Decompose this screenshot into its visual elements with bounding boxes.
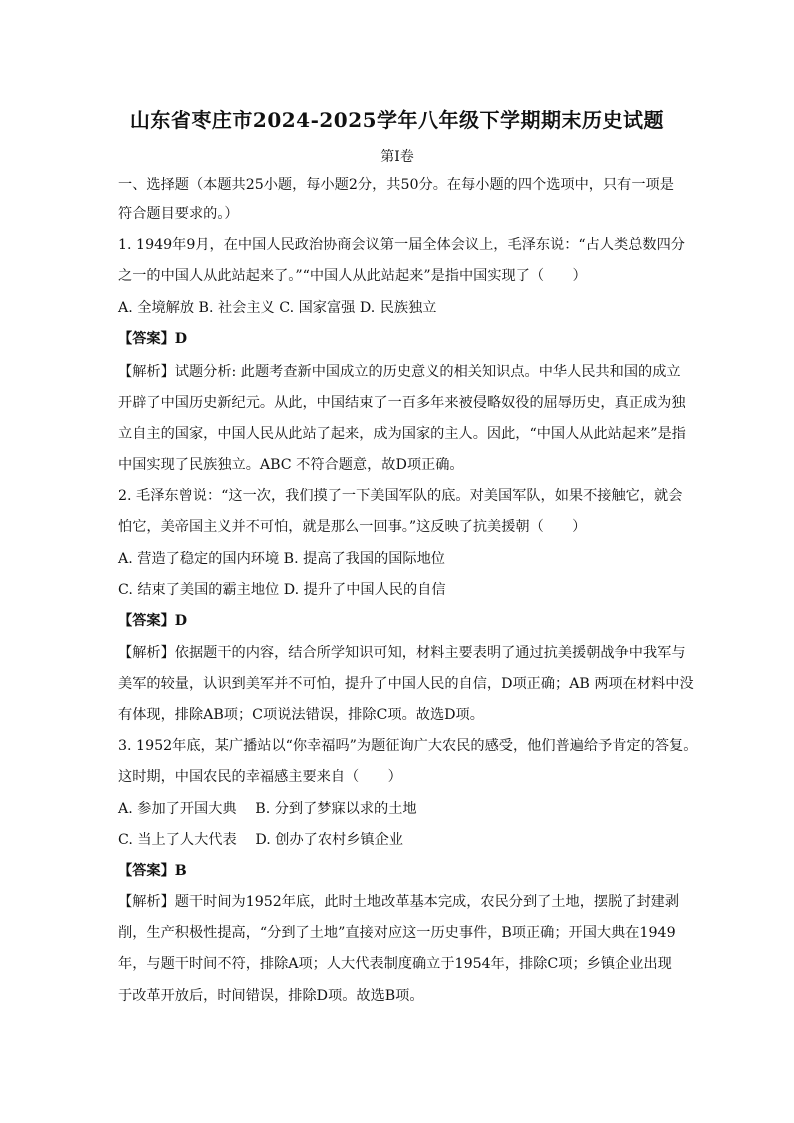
text-line: 2. 毛泽东曾说：“这一次，我们摸了一下美国军队的底。对美国军队，如果不接触它，就会 [118, 488, 683, 504]
analysis-line: 【解析】题干时间为1952年底，此时土地改革基本完成，农民分到了土地，摆脱了封建剥 [118, 894, 680, 910]
text-line: 3. 1952年底，某广播站以“你幸福吗”为题征询广大农民的感受，他们普遍给予肯定的答复。 [118, 738, 698, 754]
text-line: 1. 1949年9月，在中国人民政治协商会议第一届全体会议上，毛泽东说：“占人类总数四分 [118, 237, 685, 253]
section-heading: 第I卷 [380, 149, 414, 165]
analysis-line: 有体现，排除AB项；C项说法错误，排除C项。故选D项。 [118, 707, 484, 723]
analysis-line: 于改革开放后，时间错误，排除D项。故选B项。 [118, 988, 424, 1004]
page-title: 山东省枣庄市2024-2025学年八年级下学期期末历史试题 [129, 108, 665, 132]
text-line: 一、选择题（本题共25小题，每小题2分，共50分。在每小题的四个选项中，只有一项是 [118, 177, 674, 193]
analysis-line: 中国实现了民族独立。ABC 不符合题意，故D项正确。 [118, 457, 464, 473]
analysis-line: 立自主的国家，中国人民从此站了起来，成为国家的主人。因此，“中国人从此站起来”是指 [118, 426, 686, 442]
analysis-line: 开辟了中国历史新纪元。从此，中国结束了一百多年来被侵略奴役的屈辱历史，真正成为独 [118, 395, 686, 411]
analysis-line: 美军的较量，认识到美军并不可怕，提升了中国人民的自信，D项正确；AB 两项在材料中没 [118, 676, 694, 692]
analysis-line: 削，生产积极性提高，“分到了土地”直接对应这一历史事件，B项正确；开国大典在1949 [118, 925, 676, 941]
answer-label: 【答案】B [118, 863, 187, 879]
answer-options: A. 参加了开国大典 B. 分到了梦寐以求的土地 [118, 801, 417, 817]
answer-label: 【答案】D [118, 331, 188, 347]
answer-label: 【答案】D [118, 613, 188, 629]
answer-options: A. 营造了稳定的国内环境 B. 提高了我国的国际地位 [118, 551, 445, 567]
text-line: 之一的中国人从此站起来了。”“中国人从此站起来”是指中国实现了（ ） [118, 268, 587, 284]
analysis-line: 【解析】试题分析: 此题考查新中国成立的历史意义的相关知识点。中华人民共和国的成立 [118, 364, 681, 380]
text-line: 符合题目要求的。） [118, 206, 239, 222]
text-line: 怕它，美帝国主义并不可怕，就是那么一回事。”这反映了抗美援朝（ ） [118, 519, 587, 535]
answer-options: C. 结束了美国的霸主地位 D. 提升了中国人民的自信 [118, 582, 446, 598]
text-line: 这时期，中国农民的幸福感主要来自（ ） [118, 769, 402, 785]
answer-options: C. 当上了人大代表 D. 创办了农村乡镇企业 [118, 832, 403, 848]
answer-options: A. 全境解放 B. 社会主义 C. 国家富强 D. 民族独立 [118, 300, 437, 316]
analysis-line: 年，与题干时间不符，排除A项；人大代表制度确立于1954年，排除C项；乡镇企业出现 [118, 956, 672, 972]
analysis-line: 【解析】依据题干的内容，结合所学知识可知，材料主要表明了通过抗美援朝战争中我军与 [118, 645, 686, 661]
